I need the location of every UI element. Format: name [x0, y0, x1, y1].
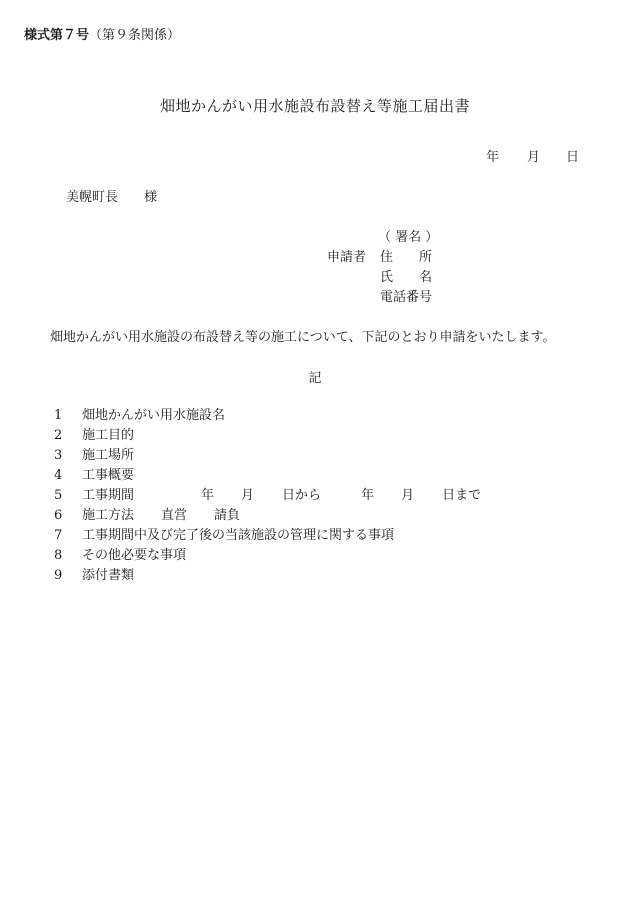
item-number: 9 — [54, 568, 63, 583]
intro-paragraph: 畑地かんがい用水施設の布設替え等の施工について、下記のとおり申請をいたします。 — [50, 330, 556, 345]
item-text: 添付書類 — [82, 568, 135, 583]
phone-label: 電話番号 — [380, 290, 433, 305]
date-year: 年 — [486, 150, 500, 165]
item-text: 施工目的 — [82, 428, 135, 443]
item-number: 2 — [54, 428, 63, 443]
item-text: 工事期間中及び完了後の当該施設の管理に関する事項 — [82, 528, 395, 543]
list-item-construction-period — [50, 486, 481, 506]
address-label: 住 所 — [380, 250, 433, 265]
item-text: 施工場所 — [82, 448, 135, 463]
list-item — [50, 566, 481, 586]
period-to-day: 日まで — [442, 488, 482, 503]
document-title: 畑地かんがい用水施設布設替え等施工届出書 — [159, 97, 470, 115]
item-number: 7 — [54, 528, 63, 543]
list-item — [50, 546, 481, 566]
addressee-honorific: 様 — [144, 190, 158, 205]
method-option-direct: 直営 — [161, 508, 188, 523]
item-text: 工事期間 — [82, 488, 135, 503]
list-item — [50, 466, 481, 486]
form-number — [24, 24, 180, 43]
signature-note: （ 署名 ） — [378, 230, 439, 245]
item-text: 工事概要 — [82, 468, 135, 483]
date-day: 日 — [566, 150, 580, 165]
item-number: 1 — [54, 408, 63, 423]
item-number: 4 — [54, 468, 63, 483]
list-item — [50, 426, 481, 446]
period-from-month: 月 — [241, 488, 255, 503]
item-number: 3 — [54, 448, 63, 463]
list-item — [50, 406, 481, 426]
item-list — [50, 406, 481, 586]
item-text: その他必要な事項 — [82, 548, 187, 563]
addressee — [66, 186, 157, 205]
ki-heading: 記 — [308, 371, 322, 386]
period-to-month: 月 — [401, 488, 415, 503]
period-from-year: 年 — [201, 488, 215, 503]
period-from-day: 日から — [282, 488, 322, 503]
addressee-name: 美幌町長 — [66, 190, 119, 205]
list-item — [50, 446, 481, 466]
list-item — [50, 526, 481, 546]
applicant-role-label: 申請者 — [327, 250, 367, 265]
item-number: 6 — [54, 508, 63, 523]
date-month: 月 — [527, 150, 541, 165]
item-number: 8 — [54, 548, 63, 563]
method-option-contract: 請負 — [214, 508, 241, 523]
item-text: 施工方法 — [82, 508, 135, 523]
item-number: 5 — [54, 488, 63, 503]
period-to-year: 年 — [361, 488, 375, 503]
list-item-construction-method — [50, 506, 481, 526]
form-number-label: 様式第７号 — [24, 28, 90, 43]
item-text: 畑地かんがい用水施設名 — [82, 408, 226, 423]
form-number-reference: （第９条関係） — [89, 28, 181, 43]
name-label: 氏 名 — [380, 270, 433, 285]
